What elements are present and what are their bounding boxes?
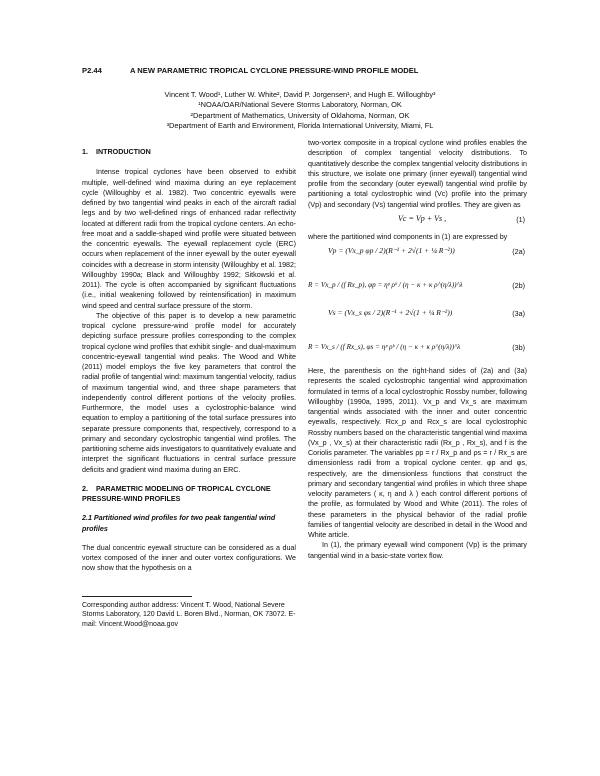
right-paragraph-2: where the partitioned wind components in (1) are expressed by [308, 232, 508, 241]
affiliation-1: ¹NOAA/OAR/National Severe Storms Laboratory, Norman, OK [198, 100, 402, 110]
paper-id: P2.44 [82, 66, 102, 75]
section-2-heading: 2. PARAMETRIC MODELING OF TROPICAL CYCLONE PRESSURE-WIND PROFILES [82, 484, 271, 503]
equation-3b: R = Vx_s / (f Rx_s), φs = ηᵖ ρᵏ / (η − κ + κ ρ^(η/λ))^λ (3b) [308, 343, 525, 352]
section-2-1-heading: 2.1 Partitioned wind profiles for two peak tangential wind profiles [82, 514, 276, 533]
intro-paragraph-1: Intense tropical cyclones have been observed to exhibit multiple, well-defined wind maxima during an eye replacement cycle (Willoughby et al. 1982). Two concentric eyewalls were defined by two tangential wind peaks in each of the aircraft radial legs and by two well-defined rings of enhanced radar reflectivity located at different radii from the tropical cyclone centers. An echo-free moat and a saddle-shaped wind profile were situated between the concentric eyewalls. The eyewall replacement cycle (ERC) occurs when replacement of the inner eyewall by the outer eyewall coincides with a decrease in storm intensity (Willoughby et al. 1982; Willoughby 1990a; Black and Willoughby 1992; Sitkowski et al. 2011). The cycle is often accompanied by significant fluctuations (i.e., initial weakening followed by reintensification) in maximum wind speed and central surface pressure of the storm. [82, 168, 296, 310]
equation-3a: Vs = (Vx_s φs / 2)(R⁻¹ + 2√(1 + ¼ R⁻²)) (3a) [328, 308, 525, 318]
right-paragraph-1: two-vortex composite in a tropical cyclone wind profiles enables the description of complex tangential velocity distributions. To quantitatively describe the complex tangential velocity distributions in this structure, we isolate one primary (inner eyewall) tangential wind profile from the secondary (outer eyewall) tangential wind profile by partitioning a total cyclostrophic wind (Vc) profile into the primary (Vp) and secondary (Vs) tangential wind profiles. They are given as [308, 139, 527, 209]
right-paragraph-4: In (1), the primary eyewall wind component (Vp) is the primary tangential wind in a basic-state vortex flow. [308, 541, 527, 560]
equation-2b: R = Vx_p / (f Rx_p), φp = ηᵖ ρᵏ / (η − κ + κ ρ^(η/λ))^λ (2b) [308, 281, 525, 290]
equation-2a: Vp = (Vx_p φp / 2)(R⁻¹ + 2√(1 + ¼ R⁻²)) (2a) [328, 246, 525, 256]
left-column [82, 147, 296, 630]
affiliation-3: ³Department of Earth and Environment, Florida International University, Miami, FL [166, 121, 434, 131]
equation-1: Vc = Vp + Vs , (1) [398, 213, 525, 224]
section-2-1-paragraph: The dual concentric eyewall structure can be considered as a dual vortex composed of the inner and outer vortex configurations. We now show that the hypothesis on a [82, 543, 296, 573]
corresponding-author-footnote: Corresponding author address: Vincent T. Wood, National Severe Storms Laboratory, 120 David L. Boren Blvd., Norman, OK 73072. E-mail: Vincent.Wood@noaa.gov [82, 601, 296, 629]
affiliation-2: ²Department of Mathematics, University of Oklahoma, Norman, OK [190, 110, 410, 120]
section-1-heading: 1. INTRODUCTION [82, 148, 151, 156]
right-column [308, 138, 527, 561]
intro-paragraph-2: The objective of this paper is to develop a new parametric tropical cyclone pressure-wind profile model for accurately depicting surface pressure profiles corresponding to the complex tropical cyclone wind profiles that exhibit single- and dual-maximum concentric-eyewall tangential wind peaks. The Wood and White (2011) model employs the five key parameters that control the radial profile of tangential wind: maximum tangential velocity, radius of maximum tangential wind, and three shape parameters that independently control different portions of the velocity profiles. Furthermore, the model uses a cyclostrophic-balance wind equation to employ a partitioning of the total surface pressures into separate pressure components that, respectively, correspond to a primary and secondary cyclostrophic tangential wind profiles. The partitioning scheme aids investigators to quantitatively evaluate and interpret the significant fluctuations in central surface pressure deficits and gradient wind maxima during an ERC. [82, 311, 296, 474]
right-paragraph-3: Here, the parenthesis on the right-hand sides of (2a) and (3a) represents the scaled cyclostrophic tangential wind approximation formulated in terms of a local cyclostrophic Rossby number, following Willoughby (1990a, 1995, 2011). Vx_p and Vx_s are maximum tangential winds associated with the inner and outer concentric eyewalls, respectively. Rcx_p and Rcx_s are local cyclostrophic Rossby numbers based on the characteristic tangential wind maxima (Vx_p , Vx_s) at their characteristic radii (Rx_p , Rx_s), and f is the Coriolis parameter. The variables ρp = r / Rx_p and ρs = r / Rx_s are dimensionless radii from a tropical cyclone center. φp and φs, respectively, are the dimensionless functions that construct the primary and secondary tangential wind profiles in which three shape velocity parameters ( κ, η and λ ) each control different portions of the profile, as formulated by Wood and White (2011). The roles of these parameters in the physical behavior of the radial profile families of tangential velocity are described in detail in the Wood and White article. [308, 367, 527, 539]
author-names: Vincent T. Wood¹, Luther W. White², David P. Jorgensen¹, and Hugh E. Willoughby³ [164, 90, 436, 99]
paper-title: A NEW PARAMETRIC TROPICAL CYCLONE PRESSURE-WIND PROFILE MODEL [130, 66, 419, 75]
author-block [0, 90, 600, 132]
footnote-rule [82, 596, 192, 597]
